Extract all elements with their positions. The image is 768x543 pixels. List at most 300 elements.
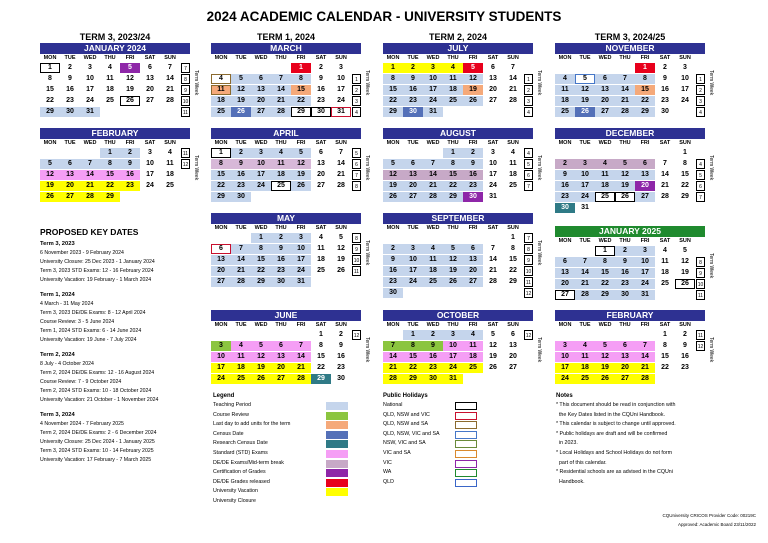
- day-cell: 27: [615, 374, 635, 384]
- term-week-number: 2: [524, 85, 533, 95]
- day-cell: [575, 330, 595, 340]
- day-cell: 7: [168, 64, 172, 71]
- weekday-label: MON: [558, 140, 572, 146]
- weekday-label: FRI: [640, 55, 650, 61]
- weekday-label: FRI: [296, 225, 306, 231]
- day-cell: 1: [383, 63, 403, 73]
- term-week-number: 8: [696, 257, 705, 267]
- day-cell: 15: [595, 268, 615, 278]
- week-row: [555, 147, 705, 158]
- weekday-label: SUN: [507, 225, 519, 231]
- day-cell: 7: [423, 159, 443, 169]
- day-cell: 10: [635, 257, 655, 267]
- day-cell: [80, 148, 100, 158]
- day-cell: 22: [509, 267, 517, 274]
- day-cell: 20: [317, 171, 325, 178]
- day-cell: 27: [146, 97, 154, 104]
- day-cell: 21: [231, 266, 251, 276]
- day-cell: 16: [337, 353, 345, 360]
- day-cell: 5: [615, 159, 635, 169]
- day-cell: 12: [291, 159, 311, 169]
- day-cell: 30: [555, 203, 575, 213]
- day-cell: 30: [463, 192, 483, 202]
- term-week-number: 3: [352, 96, 361, 106]
- day-cell: 24: [635, 279, 655, 289]
- day-cell: 2: [383, 244, 403, 254]
- day-cell: [675, 203, 695, 213]
- day-cell: [463, 107, 483, 117]
- legend-item: [213, 401, 373, 411]
- day-cell: 8: [251, 244, 271, 254]
- weekday-label: WED: [598, 55, 612, 61]
- day-cell: 1: [211, 148, 231, 158]
- legend-swatch: [326, 460, 348, 468]
- day-cell: 31: [80, 107, 100, 117]
- day-cell: 20: [463, 266, 483, 276]
- weekday-label: FRI: [640, 140, 650, 146]
- day-cell: 25: [317, 267, 325, 274]
- day-cell: 24: [146, 182, 154, 189]
- week-row: [211, 351, 361, 362]
- day-cell: 18: [423, 266, 443, 276]
- week-row: [211, 191, 361, 202]
- legend-swatch: [326, 412, 348, 420]
- month-weeks: [211, 62, 370, 117]
- day-cell: 29: [100, 192, 120, 202]
- day-cell: 6: [491, 64, 495, 71]
- week-row: [383, 95, 533, 106]
- holiday-swatch: [455, 402, 477, 410]
- day-cell: 30: [661, 108, 669, 115]
- day-cell: 11: [595, 170, 615, 180]
- day-cell: [595, 330, 615, 340]
- day-cell: 14: [80, 170, 100, 180]
- day-cell: 22: [211, 181, 231, 191]
- week-row: [211, 158, 361, 169]
- day-cell: 9: [615, 257, 635, 267]
- day-cell: [615, 148, 635, 158]
- day-cell: 12: [383, 170, 403, 180]
- day-cell: 25: [575, 374, 595, 384]
- month-weeks: [383, 232, 542, 298]
- day-cell: 16: [120, 170, 140, 180]
- day-cell: 9: [555, 170, 575, 180]
- holiday-swatch: [455, 440, 477, 448]
- day-cell: 23: [403, 96, 423, 106]
- weekday-label: FRI: [468, 55, 478, 61]
- weekday-header: [211, 224, 361, 232]
- day-cell: 23: [555, 192, 575, 202]
- day-cell: [555, 148, 575, 158]
- day-cell: [291, 192, 311, 202]
- week-row: [40, 191, 190, 202]
- term-column-header: TERM 2, 2024: [428, 32, 488, 42]
- day-cell: 26: [443, 277, 463, 287]
- legend-swatch: [326, 498, 348, 506]
- day-cell: 8: [595, 257, 615, 267]
- day-cell: 2: [271, 233, 291, 243]
- day-cell: 17: [555, 363, 575, 373]
- day-cell: 8: [383, 74, 403, 84]
- term-week-number: 1: [524, 74, 533, 84]
- day-cell: 11: [106, 75, 114, 82]
- day-cell: 7: [575, 257, 595, 267]
- weekday-label: FRI: [125, 55, 135, 61]
- week-row: [40, 169, 190, 180]
- week-row: [555, 73, 705, 84]
- day-cell: 31: [423, 107, 443, 117]
- day-cell: 3: [423, 63, 443, 73]
- day-cell: 13: [595, 85, 615, 95]
- weekday-label: TUE: [579, 140, 591, 146]
- legend: [213, 392, 373, 507]
- week-row: [383, 158, 533, 169]
- day-cell: 12: [681, 258, 689, 265]
- week-row: [40, 84, 190, 95]
- day-cell: 15: [635, 85, 655, 95]
- day-cell: [120, 107, 140, 117]
- term-week-number: 9: [524, 255, 533, 265]
- day-cell: 6: [595, 74, 615, 84]
- weekday-label: FRI: [640, 238, 650, 244]
- day-cell: 10: [443, 341, 463, 351]
- day-cell: 9: [683, 342, 687, 349]
- day-cell: 30: [271, 277, 291, 287]
- day-cell: 6: [211, 244, 231, 254]
- weekday-label: SAT: [487, 140, 499, 146]
- week-row: [383, 276, 533, 287]
- day-cell: 15: [100, 170, 120, 180]
- day-cell: 1: [635, 63, 655, 73]
- holiday-label: VIC and SA: [383, 449, 411, 456]
- approval-note: Approved: Academic Board 23/11/2022: [678, 522, 756, 527]
- day-cell: 26: [120, 96, 140, 106]
- day-cell: [423, 148, 443, 158]
- week-row: [211, 373, 361, 384]
- key-date-line: Course Review: 3 - 5 June 2024: [40, 319, 115, 325]
- legend-item: [213, 449, 373, 459]
- day-cell: 11: [211, 85, 231, 95]
- day-cell: 4: [575, 341, 595, 351]
- day-cell: 23: [661, 97, 669, 104]
- day-cell: 10: [146, 160, 154, 167]
- day-cell: 20: [509, 353, 517, 360]
- day-cell: [675, 374, 695, 384]
- day-cell: 22: [403, 363, 423, 373]
- day-cell: 18: [575, 363, 595, 373]
- day-cell: 15: [403, 352, 423, 362]
- day-cell: 16: [661, 86, 669, 93]
- weekday-header: [555, 237, 705, 245]
- term-week-number: 9: [696, 268, 705, 278]
- day-cell: 23: [423, 363, 443, 373]
- week-row: [383, 373, 533, 384]
- week-row: [211, 329, 361, 340]
- day-cell: 13: [60, 170, 80, 180]
- day-cell: 14: [575, 268, 595, 278]
- weekday-label: SUN: [335, 225, 347, 231]
- key-dates-title: PROPOSED KEY DATES: [40, 227, 139, 237]
- day-cell: 19: [231, 96, 251, 106]
- day-cell: 26: [675, 279, 695, 289]
- day-cell: [231, 330, 251, 340]
- day-cell: 18: [271, 170, 291, 180]
- term-week-number: 12: [524, 330, 533, 340]
- day-cell: 9: [463, 159, 483, 169]
- day-cell: 2: [68, 64, 72, 71]
- day-cell: 2: [423, 330, 443, 340]
- key-date-line: Term 3, 2024 STD Exams: 10 - 14 February 2025: [40, 448, 154, 454]
- day-cell: 9: [271, 244, 291, 254]
- day-cell: 2: [231, 148, 251, 158]
- weekday-label: FRI: [468, 225, 478, 231]
- term-week-label: Term Week: [708, 70, 714, 96]
- day-cell: 7: [615, 74, 635, 84]
- weekday-header: [555, 139, 705, 147]
- weekday-label: THU: [619, 55, 631, 61]
- weekday-label: WED: [83, 55, 97, 61]
- term-week-label: Term Week: [536, 240, 542, 266]
- day-cell: 11: [661, 258, 669, 265]
- day-cell: 4: [231, 341, 251, 351]
- day-cell: 19: [291, 170, 311, 180]
- day-cell: 10: [337, 75, 345, 82]
- week-row: [40, 158, 190, 169]
- day-cell: [655, 148, 675, 158]
- day-cell: 16: [555, 181, 575, 191]
- weekday-label: THU: [447, 225, 459, 231]
- key-date-line: University Closure: 25 Dec 2024 - 1 January 2025: [40, 439, 155, 445]
- week-row: [383, 106, 533, 117]
- holiday-item: [383, 420, 503, 430]
- day-cell: [331, 277, 351, 287]
- note-line: * This calendar is subject to change until approved.: [556, 421, 676, 428]
- day-cell: 14: [231, 255, 251, 265]
- legend-label: Census Date: [213, 430, 244, 437]
- weekday-label: MON: [386, 140, 400, 146]
- legend-swatch: [326, 488, 348, 496]
- legend-label: Last day to add units for the term: [213, 421, 291, 428]
- day-cell: 30: [311, 107, 331, 117]
- day-cell: 10: [489, 160, 497, 167]
- legend-label: DE/DE Grades released: [213, 478, 270, 485]
- day-cell: 2: [615, 246, 635, 256]
- day-cell: 5: [339, 234, 343, 241]
- day-cell: [675, 290, 695, 300]
- term-week-label: Term Week: [708, 337, 714, 363]
- day-cell: [60, 148, 80, 158]
- day-cell: [160, 192, 180, 202]
- week-row: [40, 180, 190, 191]
- day-cell: [595, 148, 615, 158]
- weekday-label: MON: [214, 225, 228, 231]
- week-row: [383, 73, 533, 84]
- day-cell: 9: [319, 75, 323, 82]
- day-cell: 19: [40, 181, 60, 191]
- term-week-number: 12: [352, 330, 361, 340]
- weekday-label: SAT: [315, 55, 327, 61]
- weekday-header: [211, 54, 361, 62]
- day-cell: 10: [251, 159, 271, 169]
- day-cell: 14: [635, 352, 655, 362]
- day-cell: 18: [166, 171, 174, 178]
- weekday-label: SUN: [164, 55, 176, 61]
- term-column: [40, 32, 190, 43]
- day-cell: 3: [491, 149, 495, 156]
- day-cell: 27: [635, 192, 655, 202]
- weekday-label: SUN: [335, 55, 347, 61]
- day-cell: 13: [463, 255, 483, 265]
- weekday-label: THU: [447, 140, 459, 146]
- weekday-label: SAT: [315, 322, 327, 328]
- week-row: [555, 340, 705, 351]
- day-cell: 17: [291, 255, 311, 265]
- day-cell: 9: [663, 75, 667, 82]
- legend-swatch: [326, 421, 348, 429]
- week-row: [40, 73, 190, 84]
- weekday-label: SAT: [315, 140, 327, 146]
- weekday-label: WED: [426, 322, 440, 328]
- day-cell: 7: [339, 149, 343, 156]
- key-date-line: Term 2, 2024 DE/DE Exams: 12 - 16 August 2024: [40, 370, 155, 376]
- day-cell: 9: [231, 159, 251, 169]
- term-week-label: Term Week: [364, 155, 370, 181]
- day-cell: 18: [443, 85, 463, 95]
- day-cell: 2: [339, 331, 343, 338]
- note-line: * Residential schools are as advised in the CQUni: [556, 469, 673, 476]
- day-cell: 3: [251, 148, 271, 158]
- day-cell: 2: [120, 148, 140, 158]
- day-cell: 15: [291, 85, 311, 95]
- week-row: [555, 362, 705, 373]
- week-row: [555, 191, 705, 202]
- day-cell: 14: [423, 170, 443, 180]
- term-week-number: 6: [352, 159, 361, 169]
- term-week-label: Term Week: [708, 253, 714, 279]
- legend-label: University Vacation: [213, 488, 258, 495]
- day-cell: 12: [40, 170, 60, 180]
- day-cell: 7: [383, 341, 403, 351]
- weekday-header: [555, 321, 705, 329]
- legend-item: [213, 497, 373, 507]
- weekday-header: [383, 139, 533, 147]
- week-row: [211, 147, 361, 158]
- day-cell: 12: [595, 352, 615, 362]
- weekday-label: SUN: [679, 238, 691, 244]
- day-cell: 23: [337, 364, 345, 371]
- day-cell: [231, 233, 251, 243]
- day-cell: 5: [595, 341, 615, 351]
- day-cell: [140, 192, 160, 202]
- week-row: [211, 62, 361, 73]
- day-cell: 4: [108, 64, 112, 71]
- day-cell: 18: [463, 352, 483, 362]
- day-cell: 29: [251, 277, 271, 287]
- day-cell: 7: [231, 244, 251, 254]
- weekday-label: WED: [426, 55, 440, 61]
- term-week-number: 11: [181, 107, 190, 117]
- day-cell: 19: [126, 86, 134, 93]
- week-row: [383, 265, 533, 276]
- note-line: part of this calendar.: [556, 459, 607, 466]
- month-header: APRIL: [211, 128, 361, 139]
- day-cell: 14: [509, 75, 517, 82]
- week-row: [555, 278, 705, 289]
- day-cell: 29: [681, 193, 689, 200]
- day-cell: [483, 107, 503, 117]
- weekday-label: FRI: [296, 55, 306, 61]
- day-cell: 1: [443, 148, 463, 158]
- day-cell: 24: [86, 97, 94, 104]
- day-cell: 9: [120, 159, 140, 169]
- weekday-header: [211, 139, 361, 147]
- term-week-label: Term Week: [708, 155, 714, 181]
- month-header: SEPTEMBER: [383, 213, 533, 224]
- weekday-label: SAT: [659, 55, 671, 61]
- holiday-label: QLD, NSW and SA: [383, 421, 429, 428]
- day-cell: 29: [383, 107, 403, 117]
- day-cell: 21: [291, 363, 311, 373]
- day-cell: 16: [403, 85, 423, 95]
- day-cell: 11: [271, 159, 291, 169]
- weekday-label: SAT: [144, 55, 156, 61]
- day-cell: 24: [403, 277, 423, 287]
- day-cell: [311, 192, 331, 202]
- week-row: [211, 106, 361, 117]
- week-row: [555, 84, 705, 95]
- key-date-line: Term 2, 2024 DE/DE Exams: 2 - 6 December 2024: [40, 430, 157, 436]
- term-week-number: 12: [696, 341, 705, 351]
- weekday-label: SAT: [659, 140, 671, 146]
- week-row: [40, 106, 190, 117]
- weekday-label: WED: [254, 225, 268, 231]
- week-row: [555, 62, 705, 73]
- month-header: NOVEMBER: [555, 43, 705, 54]
- term-week-number: 9: [181, 85, 190, 95]
- day-cell: 21: [661, 182, 669, 189]
- day-cell: 28: [575, 290, 595, 300]
- day-cell: 24: [211, 374, 231, 384]
- month-block: [211, 128, 370, 202]
- day-cell: 22: [443, 181, 463, 191]
- month-weeks: [211, 232, 370, 287]
- day-cell: [575, 63, 595, 73]
- day-cell: 24: [555, 374, 575, 384]
- month-block: [40, 128, 199, 202]
- term-week-number: 10: [696, 279, 705, 289]
- legend-item: [213, 459, 373, 469]
- legend-item: [213, 439, 373, 449]
- term-column-header: TERM 1, 2024: [256, 32, 316, 42]
- term-week-number: 8: [352, 181, 361, 191]
- legend-title: Legend: [213, 393, 235, 399]
- weekday-label: TUE: [235, 225, 247, 231]
- holiday-swatch: [455, 469, 477, 477]
- day-cell: [503, 374, 523, 384]
- month-header: JULY: [383, 43, 533, 54]
- day-cell: 21: [615, 96, 635, 106]
- day-cell: 26: [40, 192, 60, 202]
- week-row: [211, 180, 361, 191]
- day-cell: 5: [463, 63, 483, 73]
- weekday-label: THU: [619, 322, 631, 328]
- day-cell: 3: [683, 64, 687, 71]
- day-cell: 13: [317, 160, 325, 167]
- day-cell: 15: [509, 256, 517, 263]
- day-cell: 14: [615, 85, 635, 95]
- day-cell: 6: [463, 244, 483, 254]
- day-cell: 5: [251, 341, 271, 351]
